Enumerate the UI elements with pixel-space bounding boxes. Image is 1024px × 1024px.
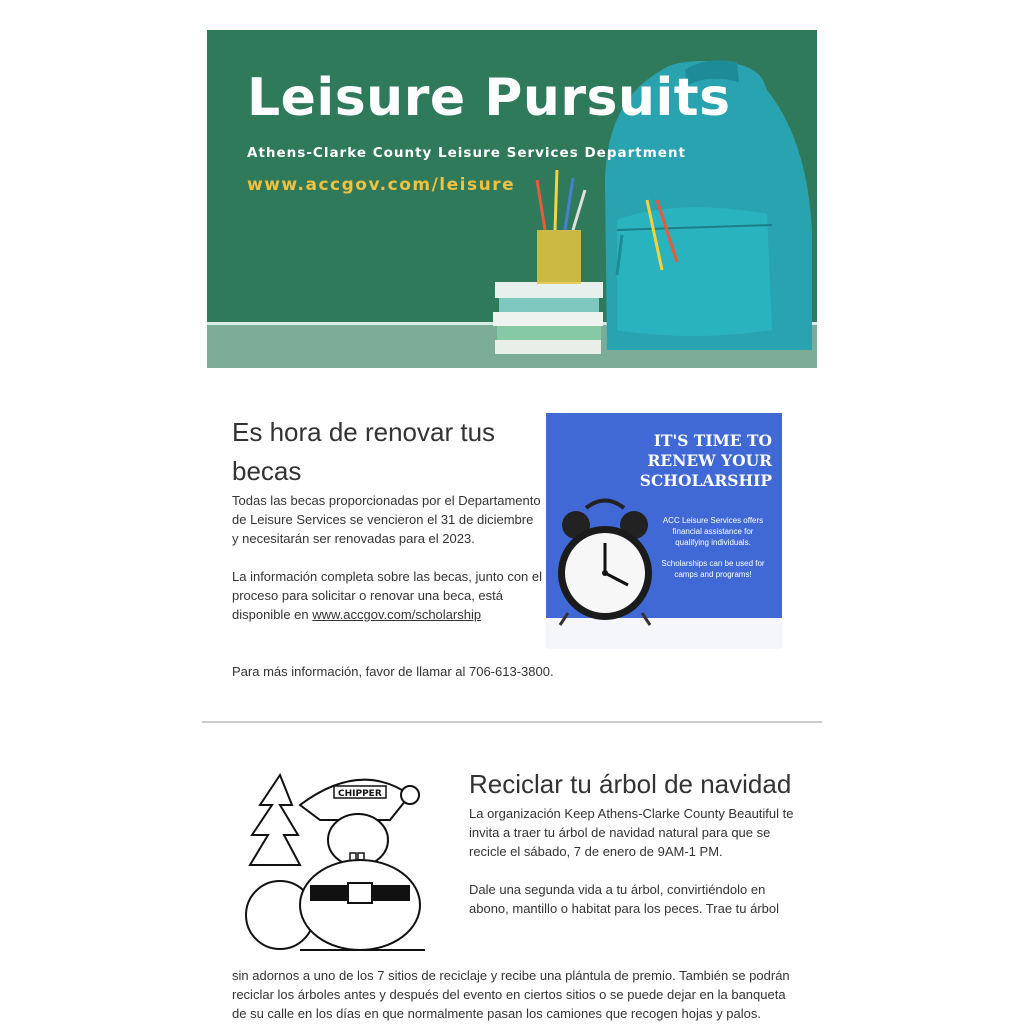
banner-title: Leisure Pursuits	[247, 68, 731, 128]
scholarship-image	[546, 413, 782, 649]
tree-recycling-heading: Reciclar tu árbol de navidad	[469, 769, 792, 799]
header-banner	[207, 30, 817, 368]
scholarship-image-title-line-1: IT'S TIME TO	[653, 431, 772, 450]
alarm-clock-icon	[546, 413, 782, 649]
scholarship-image-title-line-2: RENEW YOUR	[647, 451, 772, 470]
tree-recycling-paragraph-2-line-1: Dale una segunda vida a tu árbol, convirtiéndolo en	[469, 882, 766, 897]
scholarship-image-text-1: ACC Leisure Services offers financial assistance for qualifying individuals.	[662, 516, 764, 547]
contact-phone-text: Para más información, favor de llamar al 706-613-3800.	[232, 664, 554, 679]
scholarship-section	[232, 413, 542, 624]
banner-subtitle: Athens-Clarke County Leisure Services Department	[247, 145, 686, 161]
scholarship-link[interactable]: www.accgov.com/scholarship	[312, 607, 482, 622]
beaver-santa-illustration	[240, 765, 440, 955]
scholarship-heading: Es hora de renovar tus becas	[232, 417, 496, 486]
hat-label: CHIPPER	[338, 789, 382, 799]
banner-url: www.accgov.com/leisure	[247, 175, 516, 195]
tree-recycling-section	[469, 765, 799, 918]
scholarship-paragraph-2	[232, 567, 542, 624]
scholarship-paragraph-1: Todas las becas proporcionadas por el Departamento de Leisure Services se vencieron el 31 de diciembre y necesitarán ser renovadas para el 2023.	[232, 493, 541, 546]
tree-recycling-paragraph-1: La organización Keep Athens-Clarke County Beautiful te invita a traer tu árbol de navidad natural para que se recicle el sábado, 7 de enero de 9AM-1 PM.	[469, 806, 794, 859]
scholarship-image-title-line-3: SCHOLARSHIP	[639, 471, 772, 490]
tree-recycling-paragraph-2-rest: sin adornos a uno de los 7 sitios de reciclaje y recibe una plántula de premio. También se podrán reciclar los árboles antes y después del evento en ciertos sitios o se puede dejar en la banqueta de su calle en los días en que normalmente pasan los camiones que recogen hojas y palos.	[232, 968, 790, 1021]
tree-recycling-paragraph-2-line-2: abono, mantillo o habitat para los peces. Trae tu árbol	[469, 901, 780, 916]
scholarship-paragraph-2-text: La información completa sobre las becas, junto con el proceso para solicitar o renovar una beca, está disponible en	[232, 569, 543, 622]
scholarship-image-text-2: Scholarships can be used for camps and programs!	[661, 559, 765, 579]
section-divider	[202, 721, 822, 723]
